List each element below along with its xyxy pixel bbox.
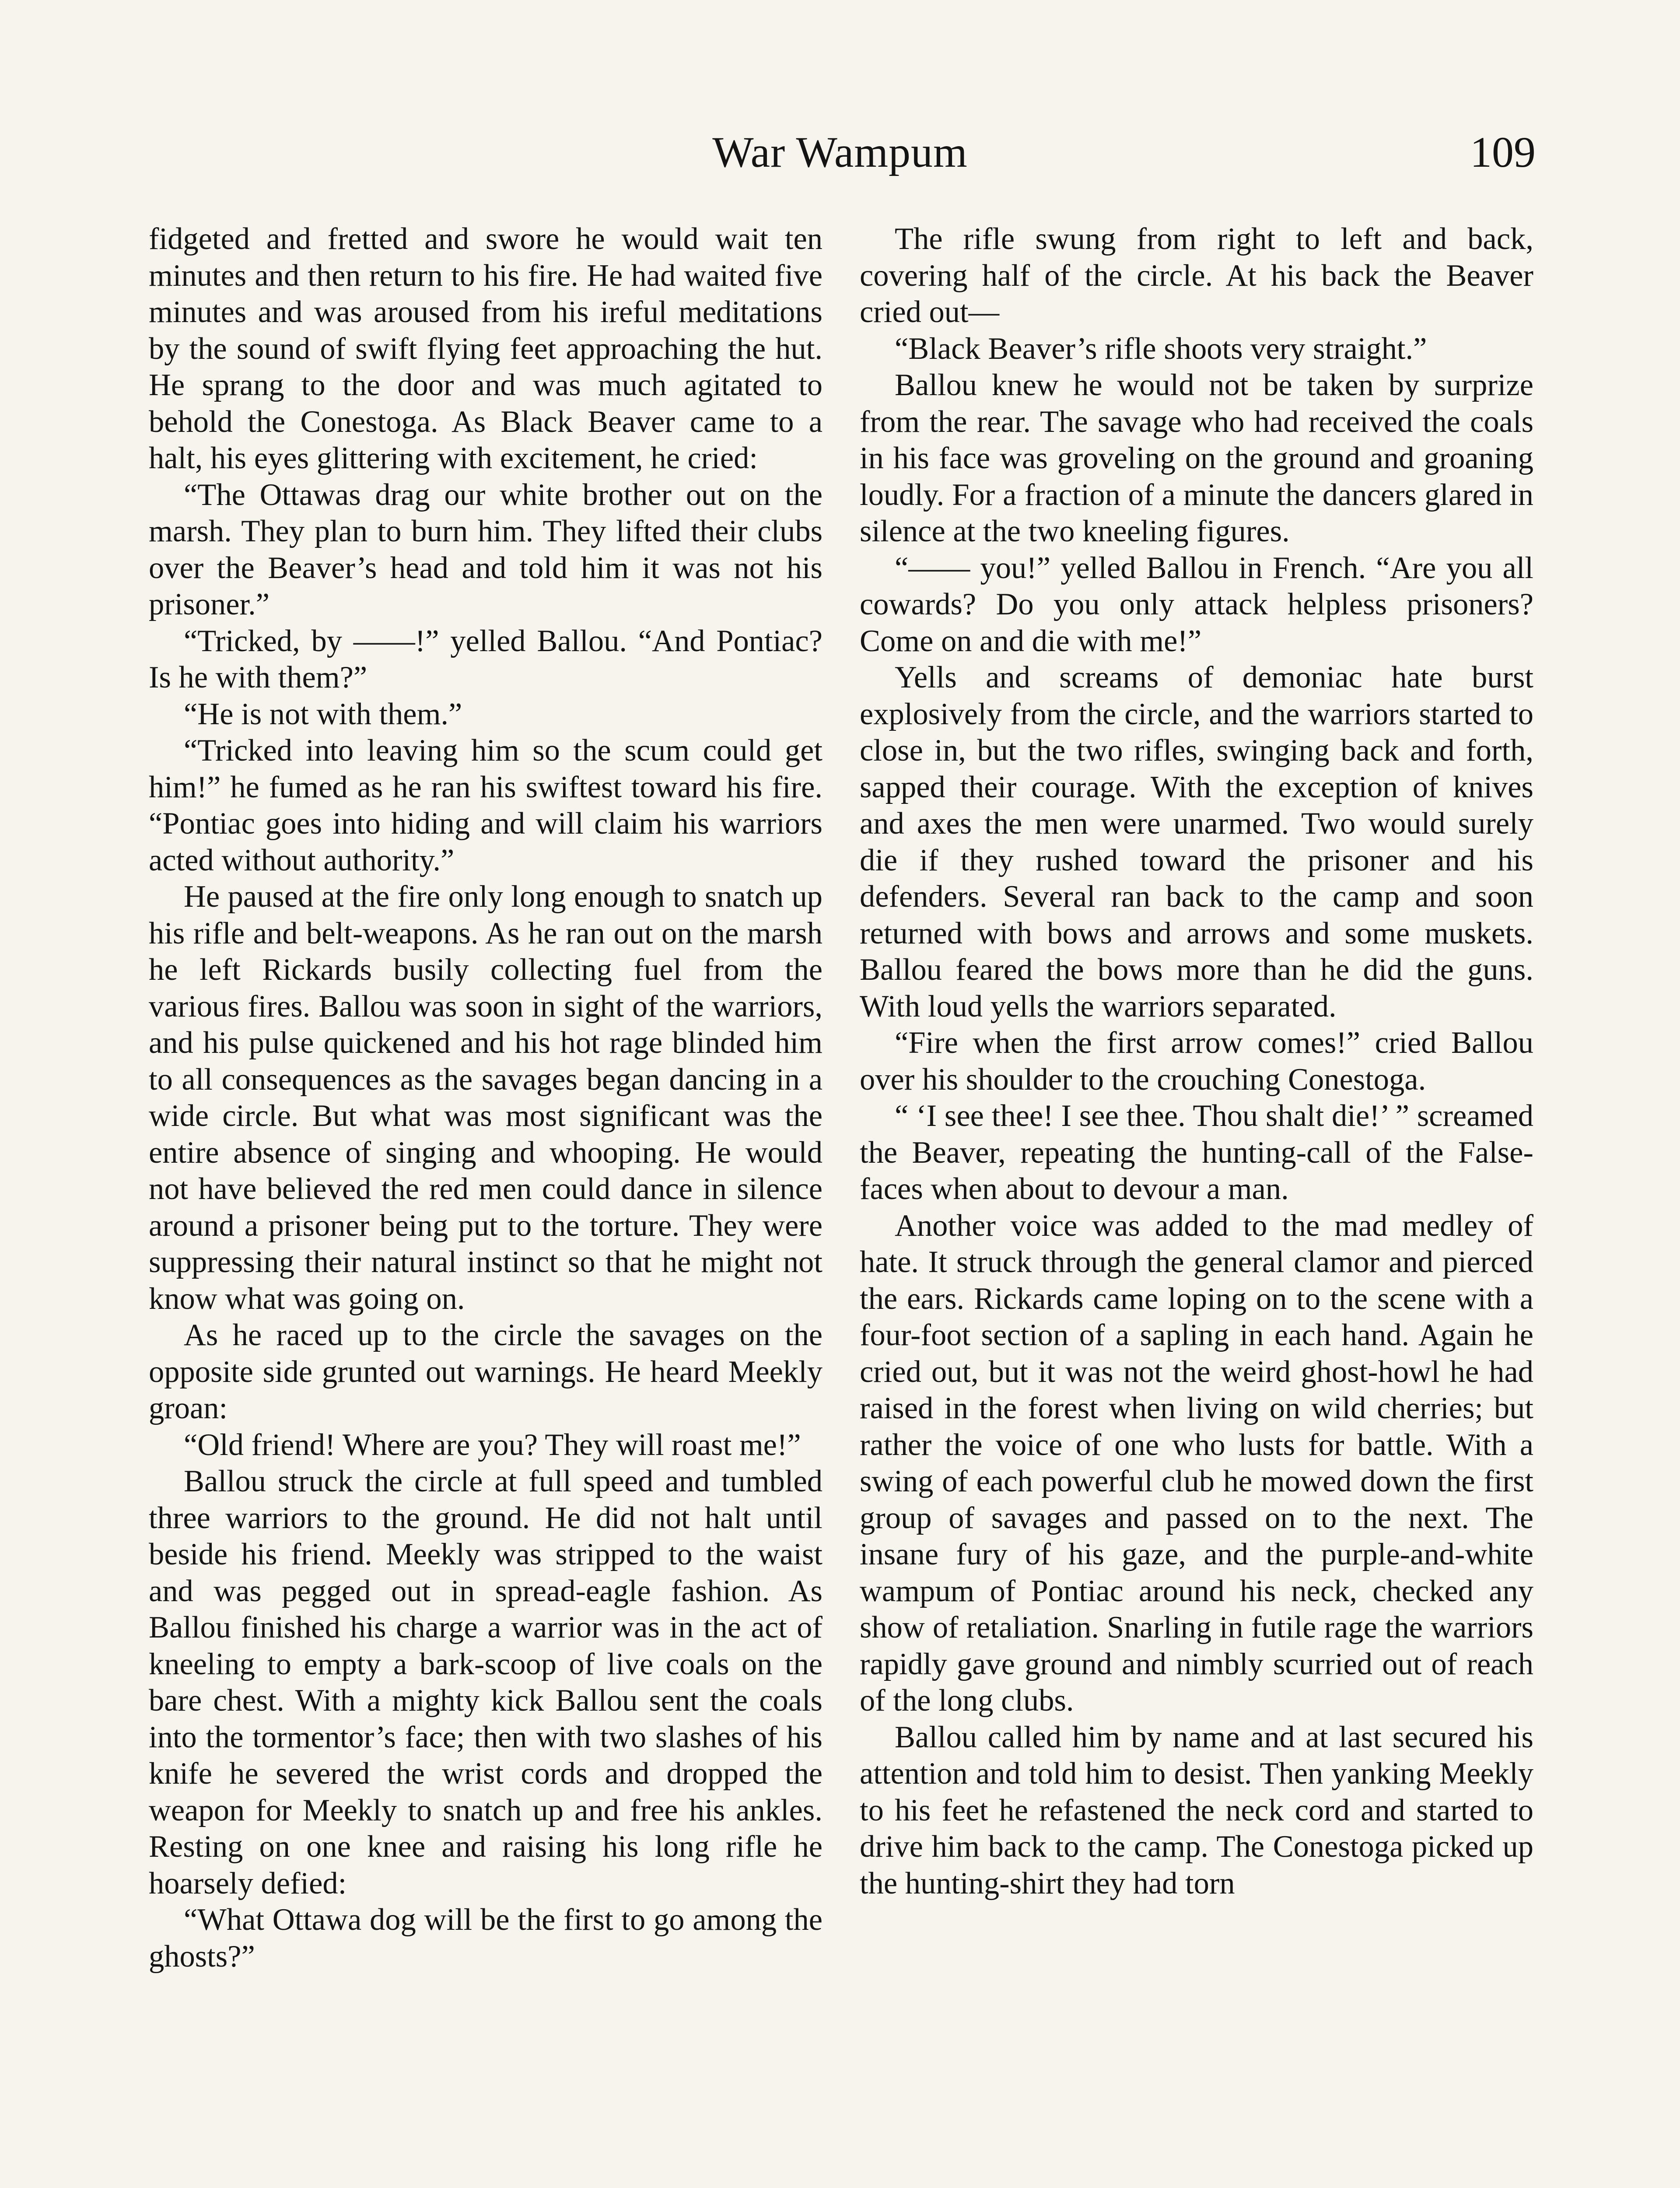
paragraph: “Black Beaver’s rifle shoots very straight.” — [895, 331, 1427, 366]
paragraph: Ballou struck the circle at full speed and tumbled three warriors to the ground. He did not halt until beside his friend. Meekly was stripped to the waist and was pegged out in spread-eagle fashion. As Ballou finished his charge a warrior was in the act of kneeling to empty a bark-scoop of live coals on the bare chest. With a mighty kick Ballou sent the coals into the tormentor’s face; then with two slashes of his knife he severed the wrist cords and dropped the weapon for Meekly to snatch up and free his ankles. Resting on one knee and raising his long rifle he hoarsely defied: — [149, 1464, 822, 1900]
running-title: War Wampum — [712, 128, 968, 176]
paragraph: fidgeted and fretted and swore he would wait ten minutes and then return to his fire. He had waited five minutes and was aroused from his ireful meditations by the sound of swift flying feet approaching the hut. He sprang to the door and was much agitated to behold the Conestoga. As Black Beaver came to a halt, his eyes glittering with excitement, he cried: — [149, 222, 822, 475]
paragraph: As he raced up to the circle the savages on the opposite side grunted out warnings. He heard Meekly groan: — [149, 1318, 822, 1425]
paragraph: “Tricked, by ——!” yelled Ballou. “And Pontiac? Is he with them?” — [149, 624, 822, 694]
paragraph: Ballou called him by name and at last secured his attention and told him to desist. Then yanking Meekly to his feet he refastened the neck cord and started to drive him back to the camp. The Conestoga picked up the hunting-shirt they had torn — [860, 1720, 1533, 1900]
paragraph: “Old friend! Where are you? They will roast me!” — [184, 1427, 801, 1462]
right-column — [860, 221, 1533, 1902]
page-number: 109 — [1470, 128, 1536, 176]
paragraph: He paused at the fire only long enough to snatch up his rifle and belt-weapons. As he ran out on the marsh he left Rickards busily collecting fuel from the various fires. Ballou was soon in sight of the warriors, and his pulse quickened and his hot rage blinded him to all consequences as the savages began dancing in a wide circle. But what was most significant was the entire absence of singing and whooping. He would not have believed the red men could dance in silence around a prisoner being put to the torture. They were suppressing their natural instinct so that he might not know what was going on. — [149, 880, 822, 1316]
running-head — [144, 127, 1536, 179]
left-column — [149, 221, 822, 1975]
paragraph: Another voice was added to the mad medley of hate. It struck through the general clamor and pierced the ears. Rickards came loping on to the scene with a four-foot section of a sapling in each hand. Again he cried out, but it was not the weird ghost-howl he had raised in the forest when living on wild cherries; but rather the voice of one who lusts for battle. With a swing of each powerful club he mowed down the first group of savages and passed on to the next. The insane fury of his gaze, and the purple-and-white wampum of Pontiac around his neck, checked any show of retaliation. Snarling in futile rage the warriors rapidly gave ground and nimbly scurried out of reach of the long clubs. — [860, 1208, 1533, 1718]
paragraph: The rifle swung from right to left and back, covering half of the circle. At his back the Beaver cried out— — [860, 222, 1533, 329]
paragraph: Yells and screams of demoniac hate burst explosively from the circle, and the warriors started to close in, but the two rifles, swinging back and forth, sapped their courage. With the exception of knives and axes the men were unarmed. Two would surely die if they rushed toward the prisoner and his defenders. Several ran back to the camp and soon returned with bows and arrows and some muskets. Ballou feared the bows more than he did the guns. With loud yells the warriors separated. — [860, 660, 1533, 1024]
paragraph: Ballou knew he would not be taken by surprize from the rear. The savage who had received the coals in his face was groveling on the ground and groaning loudly. For a fraction of a minute the dancers glared in silence at the two kneeling figures. — [860, 368, 1533, 548]
paragraph: “He is not with them.” — [184, 697, 462, 731]
paragraph: “What Ottawa dog will be the first to go among the ghosts?” — [149, 1903, 822, 1974]
paragraph: “—— you!” yelled Ballou in French. “Are you all cowards? Do you only attack helpless prisoners? Come on and die with me!” — [860, 551, 1533, 658]
paragraph: “ ‘I see thee! I see thee. Thou shalt die!’ ” screamed the Beaver, repeating the hunting-call of the False-faces when about to devour a man. — [860, 1099, 1533, 1206]
paragraph: “Fire when the first arrow comes!” cried Ballou over his shoulder to the crouching Conestoga. — [860, 1026, 1533, 1097]
paragraph: “The Ottawas drag our white brother out on the marsh. They plan to burn him. They lifted their clubs over the Beaver’s head and told him it was not his prisoner.” — [149, 477, 822, 621]
paragraph: “Tricked into leaving him so the scum could get him!” he fumed as he ran his swiftest toward his fire. “Pontiac goes into hiding and will claim his warriors acted without authority.” — [149, 733, 822, 877]
